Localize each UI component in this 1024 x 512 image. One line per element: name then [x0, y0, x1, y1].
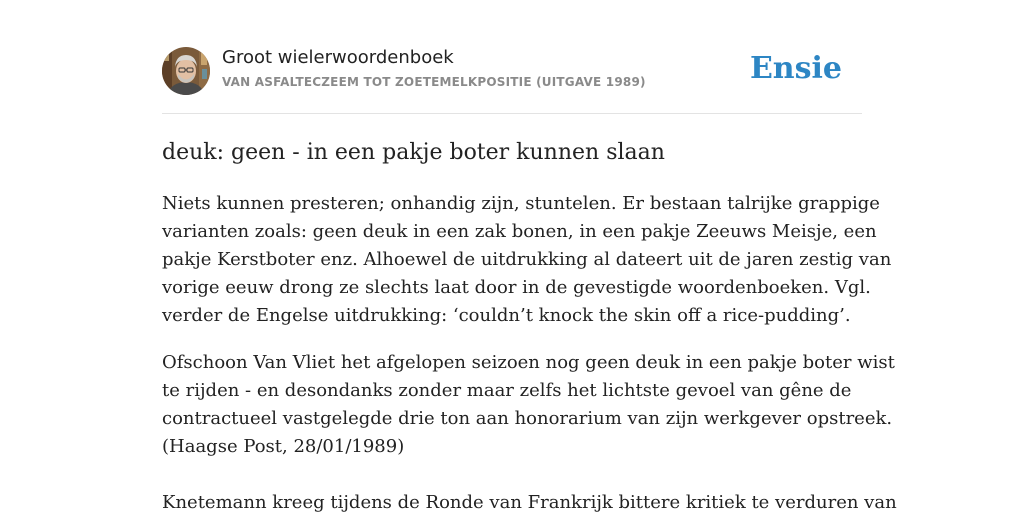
- text-line: contractueel vastgelegde drie ton aan honorarium van zijn werkgever opstreek.: [162, 408, 893, 429]
- author-portrait-icon: [162, 47, 210, 95]
- text-line: Niets kunnen presteren; onhandig zijn, stuntelen. Er bestaan talrijke grappige: [162, 193, 880, 214]
- dictionary-entry: [162, 138, 897, 512]
- ensie-logo[interactable]: Ensie: [749, 51, 842, 86]
- definition-paragraph: [162, 190, 892, 330]
- text-line: Ofschoon Van Vliet het afgelopen seizoen nog geen deuk in een pakje boter wist: [162, 352, 895, 373]
- text-line: varianten zoals: geen deuk in een zak bonen, in een pakje Zeeuws Meisje, een: [162, 221, 877, 242]
- text-line: verder de Engelse uitdrukking: ‘couldn’t knock the skin off a rice-pudding’.: [162, 305, 851, 326]
- book-subtitle: VAN ASFALTECZEEM TOT ZOETEMELKPOSITIE (UITGAVE 1989): [222, 75, 646, 89]
- text-line: (Haagse Post, 28/01/1989): [162, 436, 405, 457]
- text-line: vorige eeuw drong ze slechts laat door in de gevestigde woordenboeken. Vgl.: [162, 277, 871, 298]
- example-quote-paragraph: [162, 349, 895, 461]
- book-title[interactable]: Groot wielerwoordenboek: [222, 47, 454, 68]
- example-quote-paragraph: [162, 489, 897, 512]
- book-header: [162, 47, 862, 95]
- text-line: te rijden - en desondanks zonder maar zelfs het lichtste gevoel van gêne de: [162, 380, 852, 401]
- author-avatar[interactable]: [162, 47, 210, 95]
- text-line: Knetemann kreeg tijdens de Ronde van Frankrijk bittere kritiek te verduren van: [162, 492, 897, 512]
- header-divider: [162, 113, 862, 114]
- text-line: pakje Kerstboter enz. Alhoewel de uitdrukking al dateert uit de jaren zestig van: [162, 249, 892, 270]
- entry-term: deuk: geen - in een pakje boter kunnen slaan: [162, 140, 665, 165]
